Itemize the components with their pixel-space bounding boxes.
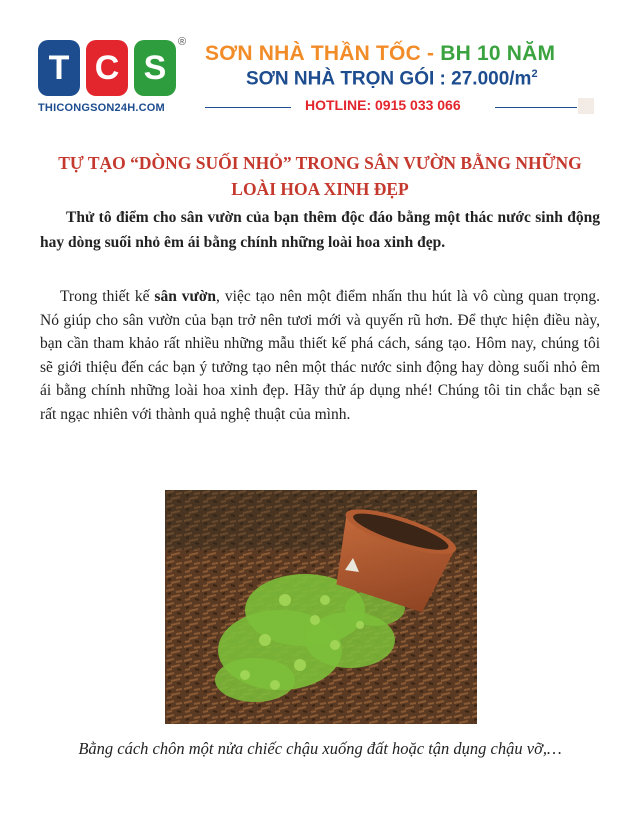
hotline-row (205, 97, 577, 117)
article-photo (165, 490, 477, 724)
photo-caption: Bằng cách chôn một nửa chiếc chậu xuống đất hoặc tận dụng chậu vỡ,… (78, 739, 562, 758)
divider-left (205, 107, 291, 108)
divider-right (495, 107, 577, 108)
slogan-line-1-main: SƠN NHÀ THẦN TỐC - (205, 42, 441, 65)
warranty-label: BH 10 NĂM (440, 42, 556, 65)
header-banner (0, 0, 638, 135)
price-unit-sup: 2 (531, 68, 538, 80)
body-text-rest: , việc tạo nên một điểm nhấn thu hút là vô cùng quan trọng. Nó giúp cho sân vườn của bạn trở nên tươi mới và quyến rũ hơn. Để thực hiện điều này, bạn cần tham khảo rất nhiều những mẫu thiết kế phá cách, sáng tạo. Hôm nay, chúng tôi sẽ giới thiệu đến các bạn ý tưởng tạo nên một thác nước sinh động hay dòng suối nhỏ êm ái bằng chính những loài hoa xinh đẹp. Hãy thử áp dụng nhé! Chúng tôi tin chắc bạn sẽ rất ngạc nhiên với thành quả nghệ thuật của mình. (40, 288, 600, 423)
hotline-label: HOTLINE: 0915 033 066 (305, 97, 461, 113)
keyword-san-vuon[interactable]: sân vườn (154, 288, 217, 305)
logo-tile-s: S (134, 40, 176, 96)
article-title: TỰ TẠO “DÒNG SUỐI NHỎ” TRONG SÂN VƯỜN BẰNG NHỮNG LOÀI HOA XINH ĐẸP (58, 153, 582, 199)
logo-tile-c: C (86, 40, 128, 96)
website-label: THICONGSON24H.COM (38, 102, 165, 114)
banner-corner-mark (578, 98, 594, 114)
body-text-start: Trong thiết kế (60, 288, 155, 305)
registered-mark: ® (178, 36, 187, 48)
article-lead: Thử tô điểm cho sân vườn của bạn thêm độc đáo bằng một thác nước sinh động hay dòng suối nhỏ êm ái bằng chính những loài hoa xinh đẹp. (40, 209, 600, 251)
price-label: SƠN NHÀ TRỌN GÓI : 27.000/m (246, 68, 532, 90)
photo-illustration (165, 490, 477, 724)
slogan-line-1 (205, 42, 555, 66)
slogan-line-2 (246, 68, 538, 90)
article-body (40, 285, 600, 426)
tcs-logo (38, 36, 198, 120)
logo-tile-t: T (38, 40, 80, 96)
